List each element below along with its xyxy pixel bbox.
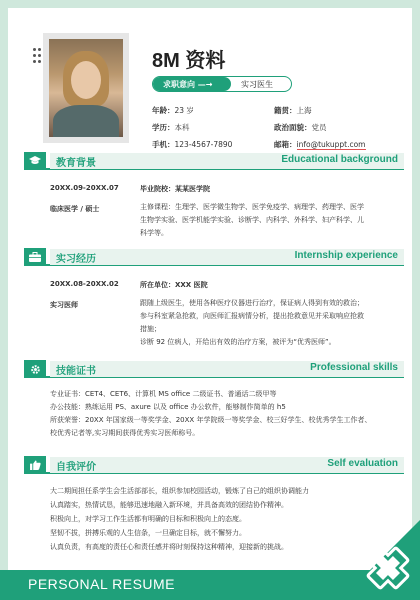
politics-value: 党员 bbox=[311, 123, 327, 132]
section-header-education bbox=[24, 152, 404, 170]
education-value: 本科 bbox=[174, 123, 190, 132]
graduation-cap-icon bbox=[24, 152, 46, 170]
thumbs-up-icon bbox=[24, 456, 46, 474]
internship-description: 跟随上级医生，使用各种医疗仪器进行治疗，保证病人得到有效的救治； 参与科室紧急抢救，向医师汇报病情分析，提出抢救意见并采取响应抢救 措施； 诊断 92 位病人，开给出有效的治疗方案，被评为“优秀医师”。 bbox=[140, 299, 364, 346]
section-title-en: Self evaluation bbox=[327, 458, 398, 469]
job-intent-label: 求职意向 —→ bbox=[153, 77, 231, 91]
email-value[interactable]: info@tukuppt.com bbox=[296, 140, 366, 149]
job-intent-badge bbox=[152, 76, 292, 92]
resume-title: 8M 资料 bbox=[152, 50, 226, 72]
internship-role: 实习医师 bbox=[50, 301, 78, 309]
internship-period: 20XX.08-20XX.02 bbox=[50, 280, 119, 288]
section-title-en: Professional skills bbox=[310, 362, 398, 373]
section-title-cn: 自我评价 bbox=[56, 462, 96, 473]
section-header-evaluation bbox=[24, 456, 404, 474]
drag-handle-icon[interactable] bbox=[33, 48, 43, 72]
education-courses: 主修课程：生理学、医学微生物学、医学免疫学、病理学、药理学、医学 生物学实验、医学机能学实验、诊断学、内科学、外科学、妇产科学、儿 科学等。 bbox=[140, 203, 364, 237]
section-title-cn: 技能证书 bbox=[56, 366, 96, 377]
education-period: 20XX.09-20XX.07 bbox=[50, 184, 119, 192]
job-intent-value: 实习医生 bbox=[241, 79, 273, 89]
section-title-en: Internship experience bbox=[294, 250, 398, 261]
section-title-en: Educational background bbox=[281, 154, 398, 165]
footer-text: PERSONAL RESUME bbox=[28, 576, 176, 592]
section-title-cn: 实习经历 bbox=[56, 254, 96, 265]
section-title-cn: 教育背景 bbox=[56, 158, 96, 169]
section-header-internship bbox=[24, 248, 404, 266]
phone-value: 123-4567-7890 bbox=[174, 140, 233, 149]
gear-icon bbox=[24, 360, 46, 378]
skills-list: 专业证书：CET4、CET6、计算机 MS office 二级证书、普通话二级甲等 办公技能：熟练运用 PS、axure 以及 office 办公软件，能够制作简单的 h5 所获荣誉：20XX 年国家级一等奖学金、20XX 年学院级一等奖学金、校三好学生、校优秀学生工作者、 校优秀记者等,实习期间获得优秀实习医师称号。 bbox=[50, 390, 372, 437]
internship-unit: 所在单位：XXX 医院 bbox=[140, 281, 208, 289]
education-school: 毕业院校：某某医学院 bbox=[140, 185, 210, 193]
medical-cross-logo bbox=[340, 520, 420, 600]
briefcase-icon bbox=[24, 248, 46, 266]
section-header-skills bbox=[24, 360, 404, 378]
personal-info: 年龄：23 岁 籍贯：上海 学历：本科 政治面貌：党员 手机：123-4567-7890 邮箱：info@tukuppt.com bbox=[152, 106, 366, 149]
age-value: 23 岁 bbox=[174, 106, 194, 115]
self-evaluation-text: 大二期间担任系学生会生活部部长，组织参加校园活动，锻炼了自己的组织协调能力 认真踏实，热情试恳，能够迅速地融入新环境，并具备高效的团结协作精神。 积极向上，对学习工作生活都有明确的目标和积极向上的态度。 坚韧不拔，拼搏乐观的人生信条，一旦确定目标，就不懈努力。 认真负责，有高度的责任心和责任感并将时刻保持这种精神，迎接新的挑战。 bbox=[50, 487, 309, 551]
education-degree: 临床医学 / 硕士 bbox=[50, 205, 100, 213]
profile-photo bbox=[43, 33, 129, 143]
resume-page bbox=[8, 8, 412, 588]
native-value: 上海 bbox=[296, 106, 312, 115]
